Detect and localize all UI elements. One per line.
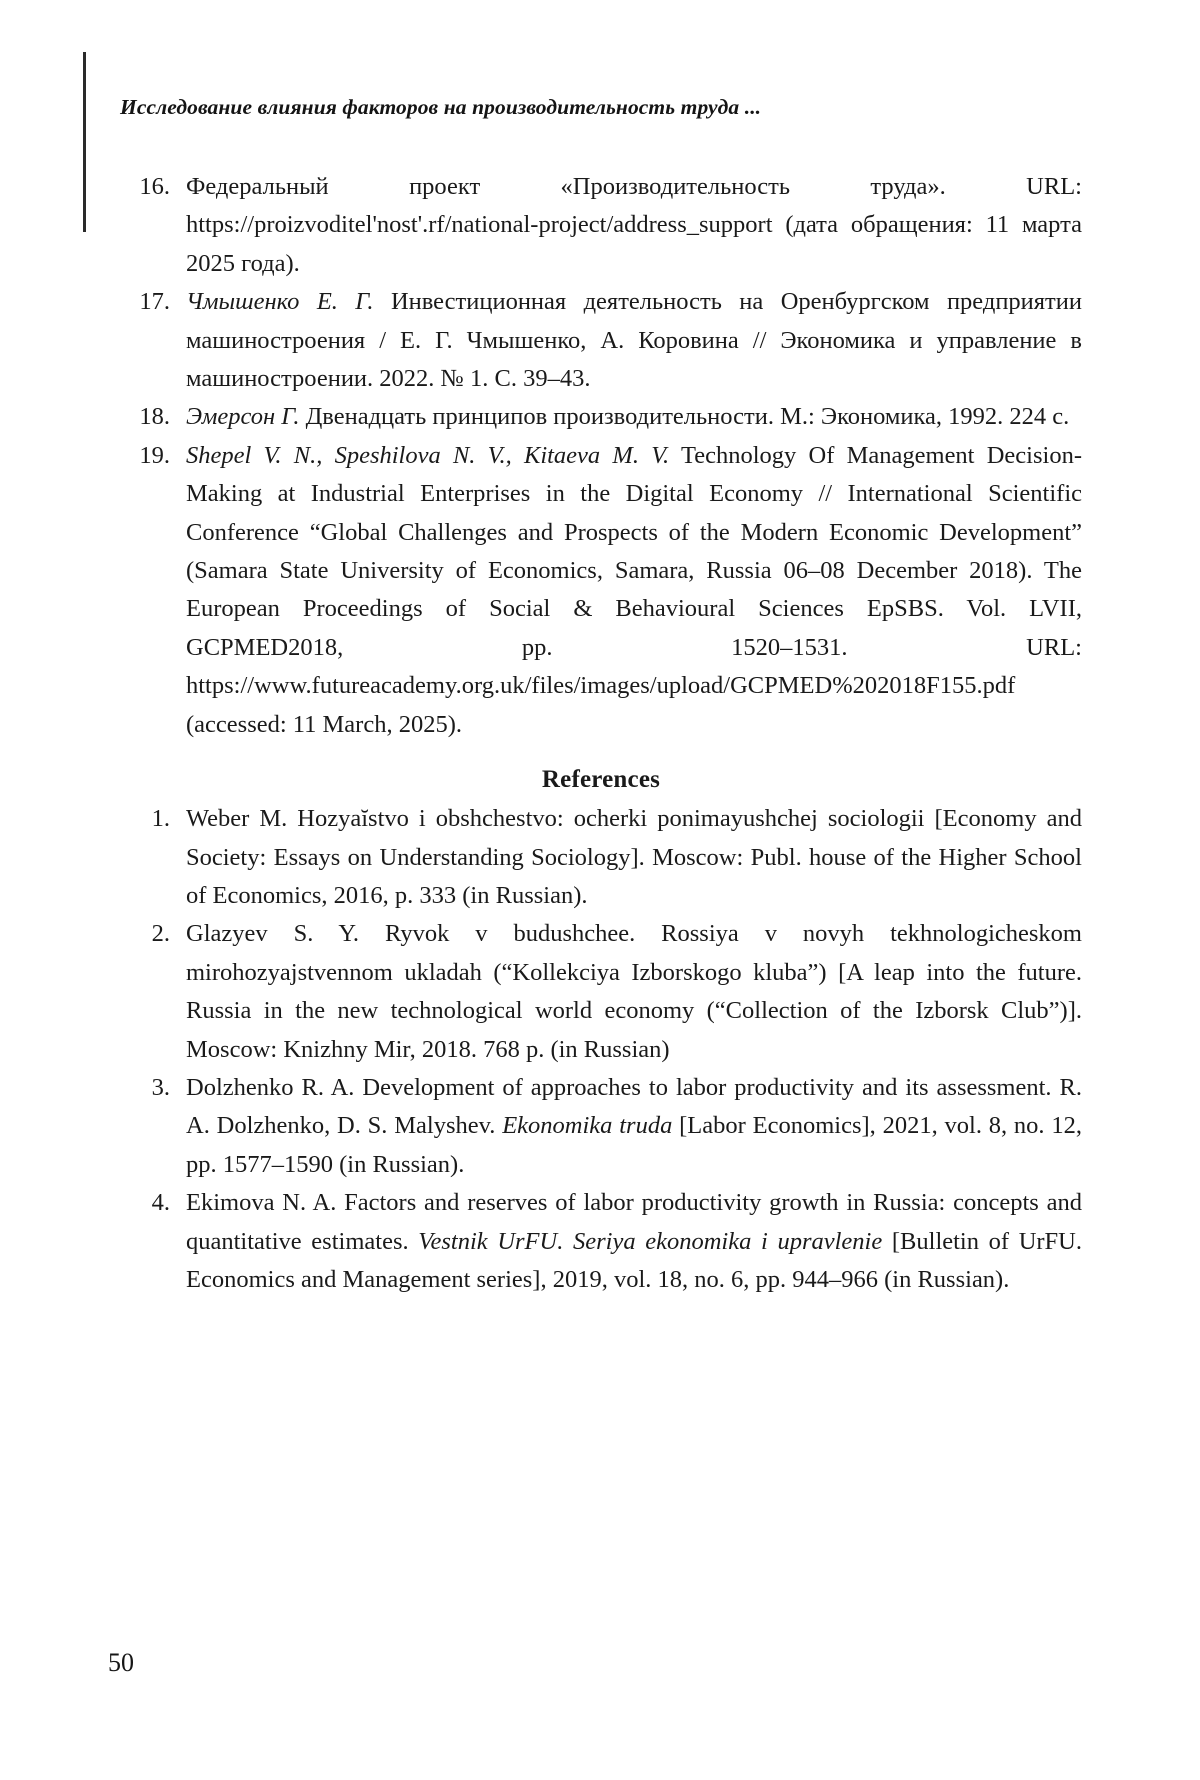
- list-item: [120, 168, 1082, 283]
- reference-text-part1: Dolzhenko R. A. Development of approaches to labor productivity and its assessment. R. A. Dolzhenko, D. S. Malyshev.: [186, 1073, 1082, 1140]
- list-item: [120, 398, 1082, 436]
- reference-text: Федеральный проект «Производительность труда». URL: https://proizvoditel'nost'.rf/national-project/address_support (дата обращения: 11 марта 2025 года).: [186, 173, 1082, 277]
- item-text: [186, 168, 1082, 283]
- item-number: 2.: [151, 920, 170, 948]
- item-number: 1.: [151, 805, 170, 833]
- item-text: [186, 283, 1082, 398]
- reference-text: Glazyev S. Y. Ryvok v budushchee. Rossiya v novyh tekhnologicheskom mirohozyajstvennom ukladah (“Kollekciya Izborskogo kluba”) [A leap into the future. Russia in the new technological world economy (“Collection of the Izborsk Club”)]. Moscow: Knizhny Mir, 2018. 768 p. (in Russian): [186, 920, 1082, 1063]
- reference-text-part2: [Labor Economics], 2021, vol. 8, no. 12, pp. 1577–1590 (in Russian).: [186, 1112, 1082, 1178]
- item-number: 18.: [139, 403, 170, 431]
- page-content: [120, 168, 1082, 1299]
- item-number: 17.: [139, 288, 170, 316]
- reference-text-part1: Ekimova N. A. Factors and reserves of labor productivity growth in Russia: concepts and quantitative estimates.: [186, 1189, 1082, 1255]
- reference-journal-title: Vestnik UrFU. Seriya ekonomika i upravlenie: [418, 1227, 883, 1255]
- item-text: [186, 915, 1082, 1069]
- reference-text: Инвестиционная деятельность на Оренбургском предприятии машиностроения / Е. Г. Чмышенко, А. Коровина // Экономика и управление в машиностроении. 2022. № 1. С. 39–43.: [186, 288, 1082, 393]
- reference-text: Technology Of Management Decision-Making at Industrial Enterprises in the Digital Economy // International Scientific Conference “Global Challenges and Prospects of the Modern Economic Development” (Samara State University of Economics, Samara, Russia 06–08 December 2018). The European Proceedings of Social & Behavioural Sciences EpSBS. Vol. LVII, GCPMED2018, pp. 1520–1531. URL: https://www.futureacademy.org.uk/files/images/upload/GCPMED%202018F155.pdf (accessed: 11 March, 2025).: [186, 441, 1082, 738]
- item-number: 3.: [151, 1073, 170, 1101]
- russian-bibliography-list: [120, 168, 1082, 744]
- list-item: [120, 437, 1082, 744]
- item-number: 16.: [139, 173, 170, 200]
- item-text: [186, 800, 1082, 915]
- item-number: 4.: [151, 1189, 170, 1217]
- item-text: [186, 437, 1082, 744]
- item-text: [186, 398, 1082, 436]
- item-text: [186, 1184, 1082, 1299]
- reference-journal-title: Ekonomika truda: [502, 1112, 673, 1140]
- reference-text: Weber M. Hozyaĭstvo i obshchestvo: ocherki ponimayushchej sociologii [Economy and Society: Essays on Understanding Sociology]. Moscow: Publ. house of the Higher School of Economics, 2016, p. 333 (in Russian).: [186, 805, 1082, 909]
- english-references-list: [120, 800, 1082, 1299]
- list-item: [120, 800, 1082, 915]
- list-item: [120, 1184, 1082, 1299]
- list-item: [120, 1069, 1082, 1184]
- list-item: [120, 915, 1082, 1069]
- reference-text: Двенадцать принципов производительности. М.: Экономика, 1992. 224 с.: [299, 403, 1070, 431]
- reference-author: Чмышенко Е. Г.: [186, 288, 374, 316]
- page-number: 50: [108, 1648, 134, 1677]
- list-item: [120, 283, 1082, 398]
- reference-author: Shepel V. N., Speshilova N. V., Kitaeva M. V.: [186, 441, 670, 469]
- reference-text-part2: [Bulletin of UrFU. Economics and Management series], 2019, vol. 18, no. 6, pp. 944–966 (in Russian).: [186, 1227, 1082, 1293]
- reference-author: Эмерсон Г.: [186, 403, 300, 431]
- references-heading: References: [541, 766, 661, 794]
- item-text: [186, 1069, 1082, 1184]
- running-head: Исследование влияния факторов на производительность труда ...: [120, 95, 762, 119]
- page-edge-rule: [83, 52, 86, 232]
- item-number: 19.: [139, 441, 170, 469]
